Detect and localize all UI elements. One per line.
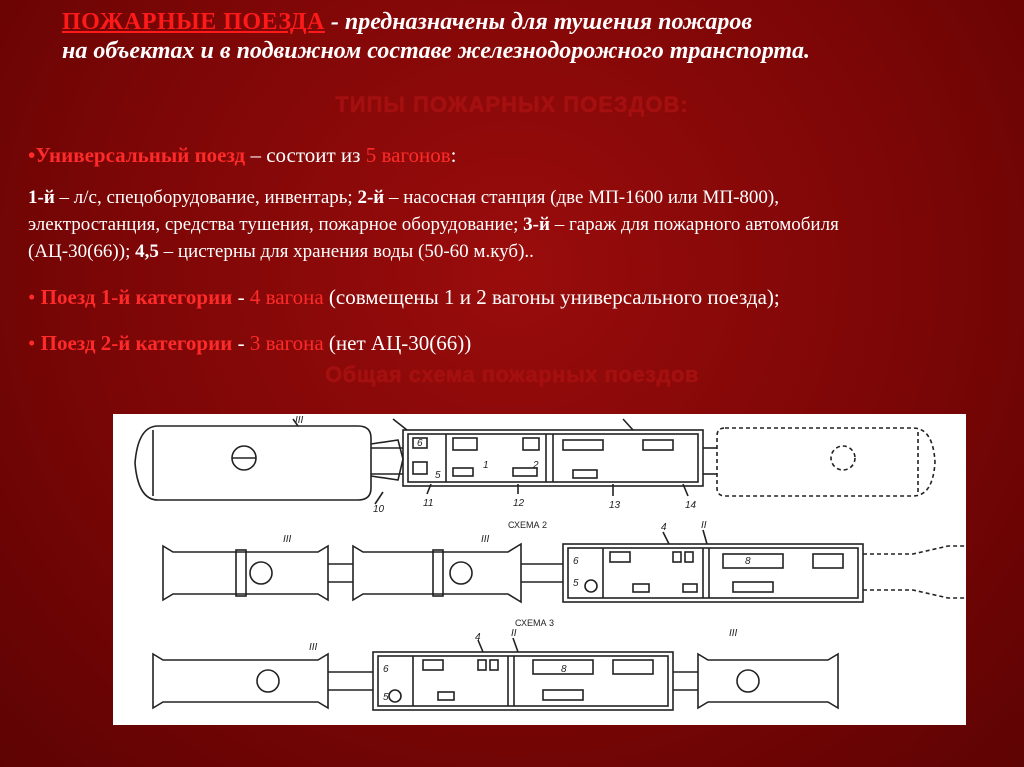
cars-line-1	[28, 184, 1008, 211]
car-3-label: 3-й	[523, 214, 550, 235]
category-1-name: Поезд 1-й категории	[40, 285, 233, 309]
car-2-text-a: – насосная станция (две МП-1600 или МП-800),	[384, 187, 779, 208]
label-num: 6	[573, 556, 579, 567]
category-1-sep: -	[232, 285, 250, 309]
car-2-label: 2-й	[357, 187, 385, 208]
scheme-3	[153, 638, 838, 710]
label-num: 5	[435, 470, 441, 481]
universal-train-count: 5 вагонов	[365, 143, 451, 167]
label-num: 8	[561, 664, 567, 675]
title-description-2: на объектах и в подвижном составе железнодорожного транспорта.	[62, 38, 811, 64]
car-2-text-b: электростанция, средства тушения, пожарное оборудование;	[28, 214, 524, 235]
category-1-item	[28, 284, 1008, 311]
scheme-heading: Общая схема пожарных поездов	[325, 362, 699, 387]
car-45-text: – цистерны для хранения воды (50-60 м.куб)..	[158, 241, 534, 262]
label-num: 6	[383, 664, 389, 675]
title-block	[62, 8, 982, 66]
types-heading: ТИПЫ ПОЖАРНЫХ ПОЕЗДОВ:	[335, 92, 689, 117]
label-num: 10	[373, 504, 385, 515]
label-roman: III	[283, 534, 292, 545]
bullet: •	[28, 285, 36, 309]
universal-train-item	[28, 142, 1008, 169]
label-num: 8	[745, 556, 751, 567]
category-2-note: (нет АЦ-30(66))	[323, 331, 472, 355]
label-num: 12	[513, 498, 525, 509]
universal-car	[563, 544, 863, 602]
cars-line-3	[28, 238, 1008, 265]
category-1-note: (совмещены 1 и 2 вагоны универсального поезда);	[323, 285, 780, 309]
label-num: 2	[533, 460, 539, 471]
car-3-text-a: – гараж для пожарного автомобиля	[549, 214, 839, 235]
train-scheme-diagram	[113, 414, 966, 725]
label-roman: III	[729, 628, 738, 639]
label-num: 4	[475, 632, 481, 643]
tank-car	[135, 426, 371, 500]
colon: :	[450, 143, 457, 167]
universal-train-name: Универсальный поезд	[35, 143, 246, 167]
title-dash: -	[324, 9, 345, 35]
label-num: 11	[423, 498, 434, 509]
tank-car	[698, 654, 838, 708]
category-2-item	[28, 330, 1008, 357]
label-num: 1	[483, 460, 489, 471]
bullet: •	[28, 331, 36, 355]
scheme-3-label: СХЕМА 3	[515, 618, 555, 628]
label-num: 6	[417, 438, 423, 449]
category-1-count: 4 вагона	[249, 285, 324, 309]
bullet: •	[28, 143, 36, 167]
tank-car	[153, 654, 328, 708]
optional-tank-car	[717, 428, 935, 496]
label-roman: III	[295, 415, 304, 426]
label-num: 14	[685, 500, 697, 511]
car-3-text-b: (АЦ-30(66));	[28, 241, 136, 262]
title-line-1	[62, 8, 982, 36]
car-45-label: 4,5	[135, 241, 159, 262]
label-num: 5	[383, 692, 389, 703]
category-2-sep: -	[232, 331, 250, 355]
label-roman: II	[701, 520, 707, 531]
cars-line-2	[28, 211, 1008, 238]
label-num: 4	[661, 522, 667, 533]
label-roman: III	[481, 534, 490, 545]
category-2-count: 3 вагона	[249, 331, 324, 355]
tank-car	[353, 544, 521, 602]
scheme-2-label: СХЕМА 2	[508, 520, 548, 530]
car-1-text: – л/с, спецоборудование, инвентарь;	[54, 187, 358, 208]
page-title: ПОЖАРНЫЕ ПОЕЗДА	[62, 9, 325, 35]
label-roman: II	[511, 628, 517, 639]
label-num: 13	[609, 500, 621, 511]
universal-train-text: – состоит из	[245, 143, 366, 167]
label-roman: III	[309, 642, 318, 653]
car-1-label: 1-й	[28, 187, 55, 208]
title-description-1: предназначены для тушения пожаров	[344, 9, 753, 35]
category-2-name: Поезд 2-й категории	[40, 331, 233, 355]
label-num: 5	[573, 578, 579, 589]
